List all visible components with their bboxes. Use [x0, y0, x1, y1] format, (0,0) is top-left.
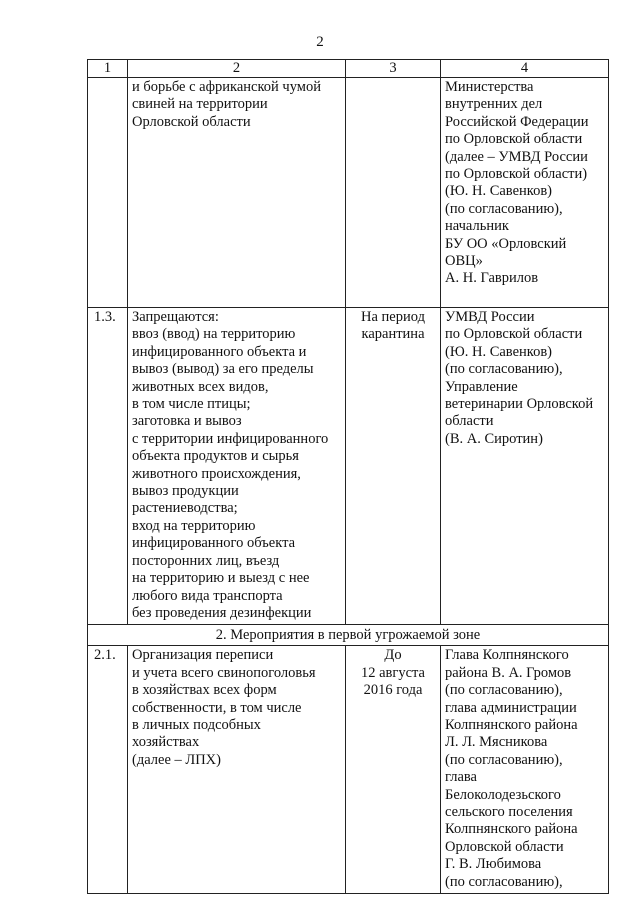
page-number: 2 — [316, 34, 324, 50]
header-col-2: 2 — [128, 60, 346, 78]
header-col-1: 1 — [88, 60, 128, 78]
measure-text: Организация переписи и учета всего свинопоголовья в хозяйствах всех форм собственности, в том числе в личных подсобных хозяйствах (далее – ЛПХ) — [128, 646, 346, 894]
term-text: На период карантина — [346, 308, 441, 625]
section-heading: 2. Мероприятия в первой угрожаемой зоне — [88, 625, 609, 646]
section-heading-row — [88, 625, 609, 646]
row-number: 1.3. — [88, 308, 128, 625]
measure-text: Запрещаются: ввоз (ввод) на территорию инфицированного объекта и вывоз (вывод) за его пределы животных всех видов, в том числе птицы; заготовка и вывоз с территории инфицированного объекта продуктов и сырья животного происхождения, вывоз продукции растениеводства; вход на территорию инфицированного объекта посторонних лиц, въезд на территорию и выезд с нее любого вида транспорта без проведения дезинфекции — [128, 308, 346, 625]
row-number: 2.1. — [88, 646, 128, 894]
table-row-2-1 — [88, 646, 609, 894]
term-text — [346, 78, 441, 308]
header-col-4: 4 — [441, 60, 609, 78]
measures-table — [87, 59, 609, 894]
table-row-1-3 — [88, 308, 609, 625]
row-number — [88, 78, 128, 308]
responsible-text: УМВД России по Орловской области (Ю. Н. Савенков) (по согласованию), Управление ветеринарии Орловской области (В. А. Сиротин) — [441, 308, 609, 625]
table-row-continuation — [88, 78, 609, 308]
responsible-text: Глава Колпнянского района В. А. Громов (по согласованию), глава администрации Колпнянского района Л. Л. Мясникова (по согласованию), глава Белоколодезьского сельского поселения Колпнянского района Орловской области Г. В. Любимова (по согласованию), — [441, 646, 609, 894]
responsible-text: Министерства внутренних дел Российской Федерации по Орловской области (далее – УМВД России по Орловской области) (Ю. Н. Савенков) (по согласованию), начальник БУ ОО «Орловский ОВЦ» А. Н. Гаврилов — [441, 78, 609, 308]
term-text: До 12 августа 2016 года — [346, 646, 441, 894]
header-col-3: 3 — [346, 60, 441, 78]
table-header-row — [88, 60, 609, 78]
measure-text: и борьбе с африканской чумой свиней на территории Орловской области — [128, 78, 346, 308]
